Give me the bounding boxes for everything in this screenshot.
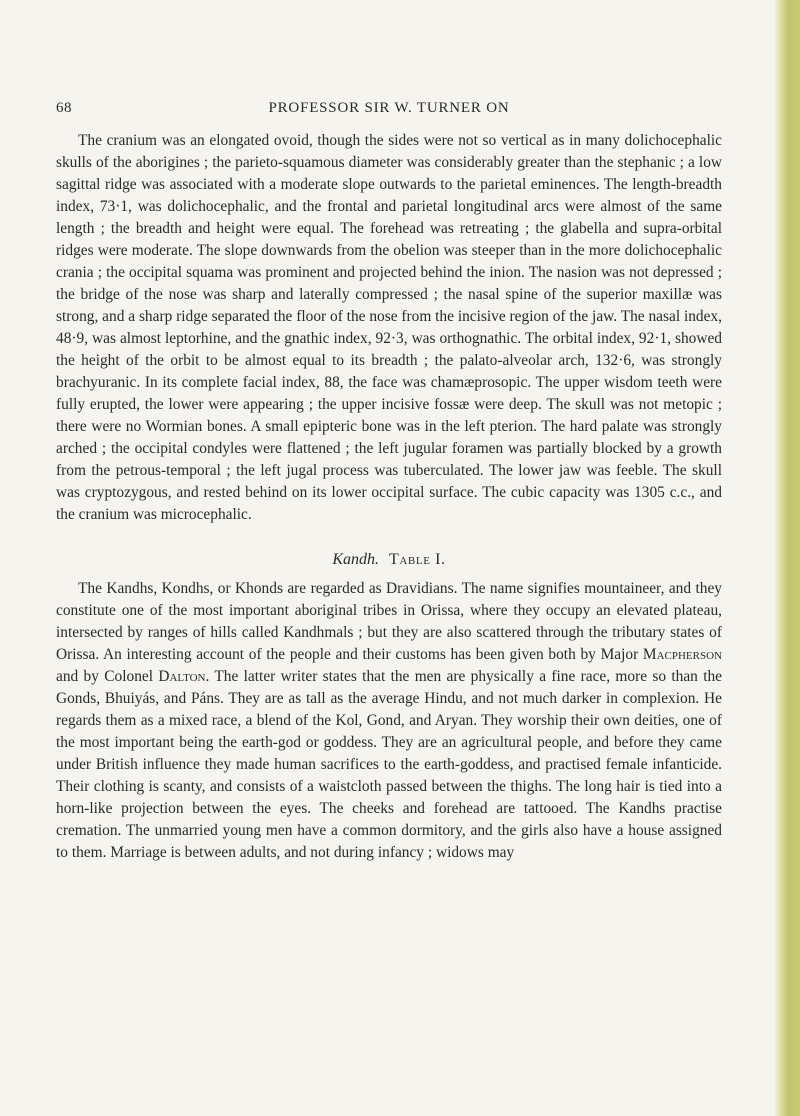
running-header: [56, 100, 722, 122]
page-number: 68: [56, 100, 72, 116]
section-heading: [56, 549, 722, 571]
page-edge-shadow: [774, 0, 800, 1116]
table-reference: Table I.: [389, 551, 446, 568]
author-name-macpherson: Macpherson: [642, 646, 722, 663]
running-title: PROFESSOR SIR W. TURNER ON: [268, 100, 510, 116]
paragraph-cranium-description: The cranium was an elongated ovoid, though the sides were not so vertical as in many dolichocephalic skulls of the aborigines ; the parieto-squamous diameter was considerably greater than the stephanic ; a low sagittal ridge was associated with a moderate slope outwards to the parietal eminences. The length-breadth index, 73·1, was dolichocephalic, and the frontal and parietal longitudinal arcs were almost of the same length ; the breadth and height were equal. The forehead was retreating ; the glabella and supra-orbital ridges were moderate. The slope downwards from the obelion was steeper than in the more dolichocephalic crania ; the occipital squama was prominent and projected behind the inion. The nasion was not depressed ; the bridge of the nose was sharp and laterally compressed ; the nasal spine of the superior maxillæ was strong, and a sharp ridge separated the floor of the nose from the incisive region of the jaw. The nasal index, 48·9, was almost leptorhine, and the gnathic index, 92·3, was orthognathic. The orbital index, 92·1, showed the height of the orbit to be almost equal to its breadth ; the palato-alveolar arch, 132·6, was strongly brachyuranic. In its complete facial index, 88, the face was chamæprosopic. The upper wisdom teeth were fully erupted, the lower were appearing ; the upper incisive fossæ were deep. The skull was not metopic ; there were no Wormian bones. A small epipteric bone was in the left pterion. The hard palate was strongly arched ; the occipital condyles were flattened ; the left jugular foramen was partially blocked by a growth from the petrous-temporal ; the left jugal process was tuberculated. The lower jaw was feeble. The skull was cryptozygous, and rested behind on its lower occipital surface. The cubic capacity was 1305 c.c., and the cranium was microcephalic.: [56, 132, 722, 523]
paragraph-text: . The latter writer states that the men are physically a fine race, more so than the Gonds, Bhuiyás, and Páns. They are as tall as the average Hindu, and not much darker in complexion. He regards them as a mixed race, a blend of the Kol, Gond, and Aryan. They worship their own deities, one of the most important being the earth-god or goddess. They are an agricultural people, and before they came under British influence they made human sacrifices to the earth-goddess, and practised female infanticide. Their clothing is scanty, and consists of a waistcloth passed between the thighs. The long hair is tied into a horn-like projection between the eyes. The cheeks and forehead are tattooed. The Kandhs practise cremation. The unmarried young men have a common dormitory, and the girls also have a house assigned to them. Marriage is between adults, and not during infancy ; widows may: [56, 668, 722, 861]
body-text: [56, 130, 722, 864]
paragraph-kandhs: [56, 578, 722, 864]
author-name-dalton: Dalton: [158, 668, 206, 685]
paragraph-text: and by Colonel: [56, 668, 159, 685]
section-title: Kandh.: [332, 551, 380, 568]
paragraph-text: The Kandhs, Kondhs, or Khonds are regarded as Dravidians. The name signifies mountaineer, and they constitute one of the most important aboriginal tribes in Orissa, where they occupy an elevated plateau, intersected by ranges of hills called Kandhmals ; but they are also scattered through the tributary states of Orissa. An interesting account of the people and their customs has been given both by Major: [56, 580, 722, 663]
